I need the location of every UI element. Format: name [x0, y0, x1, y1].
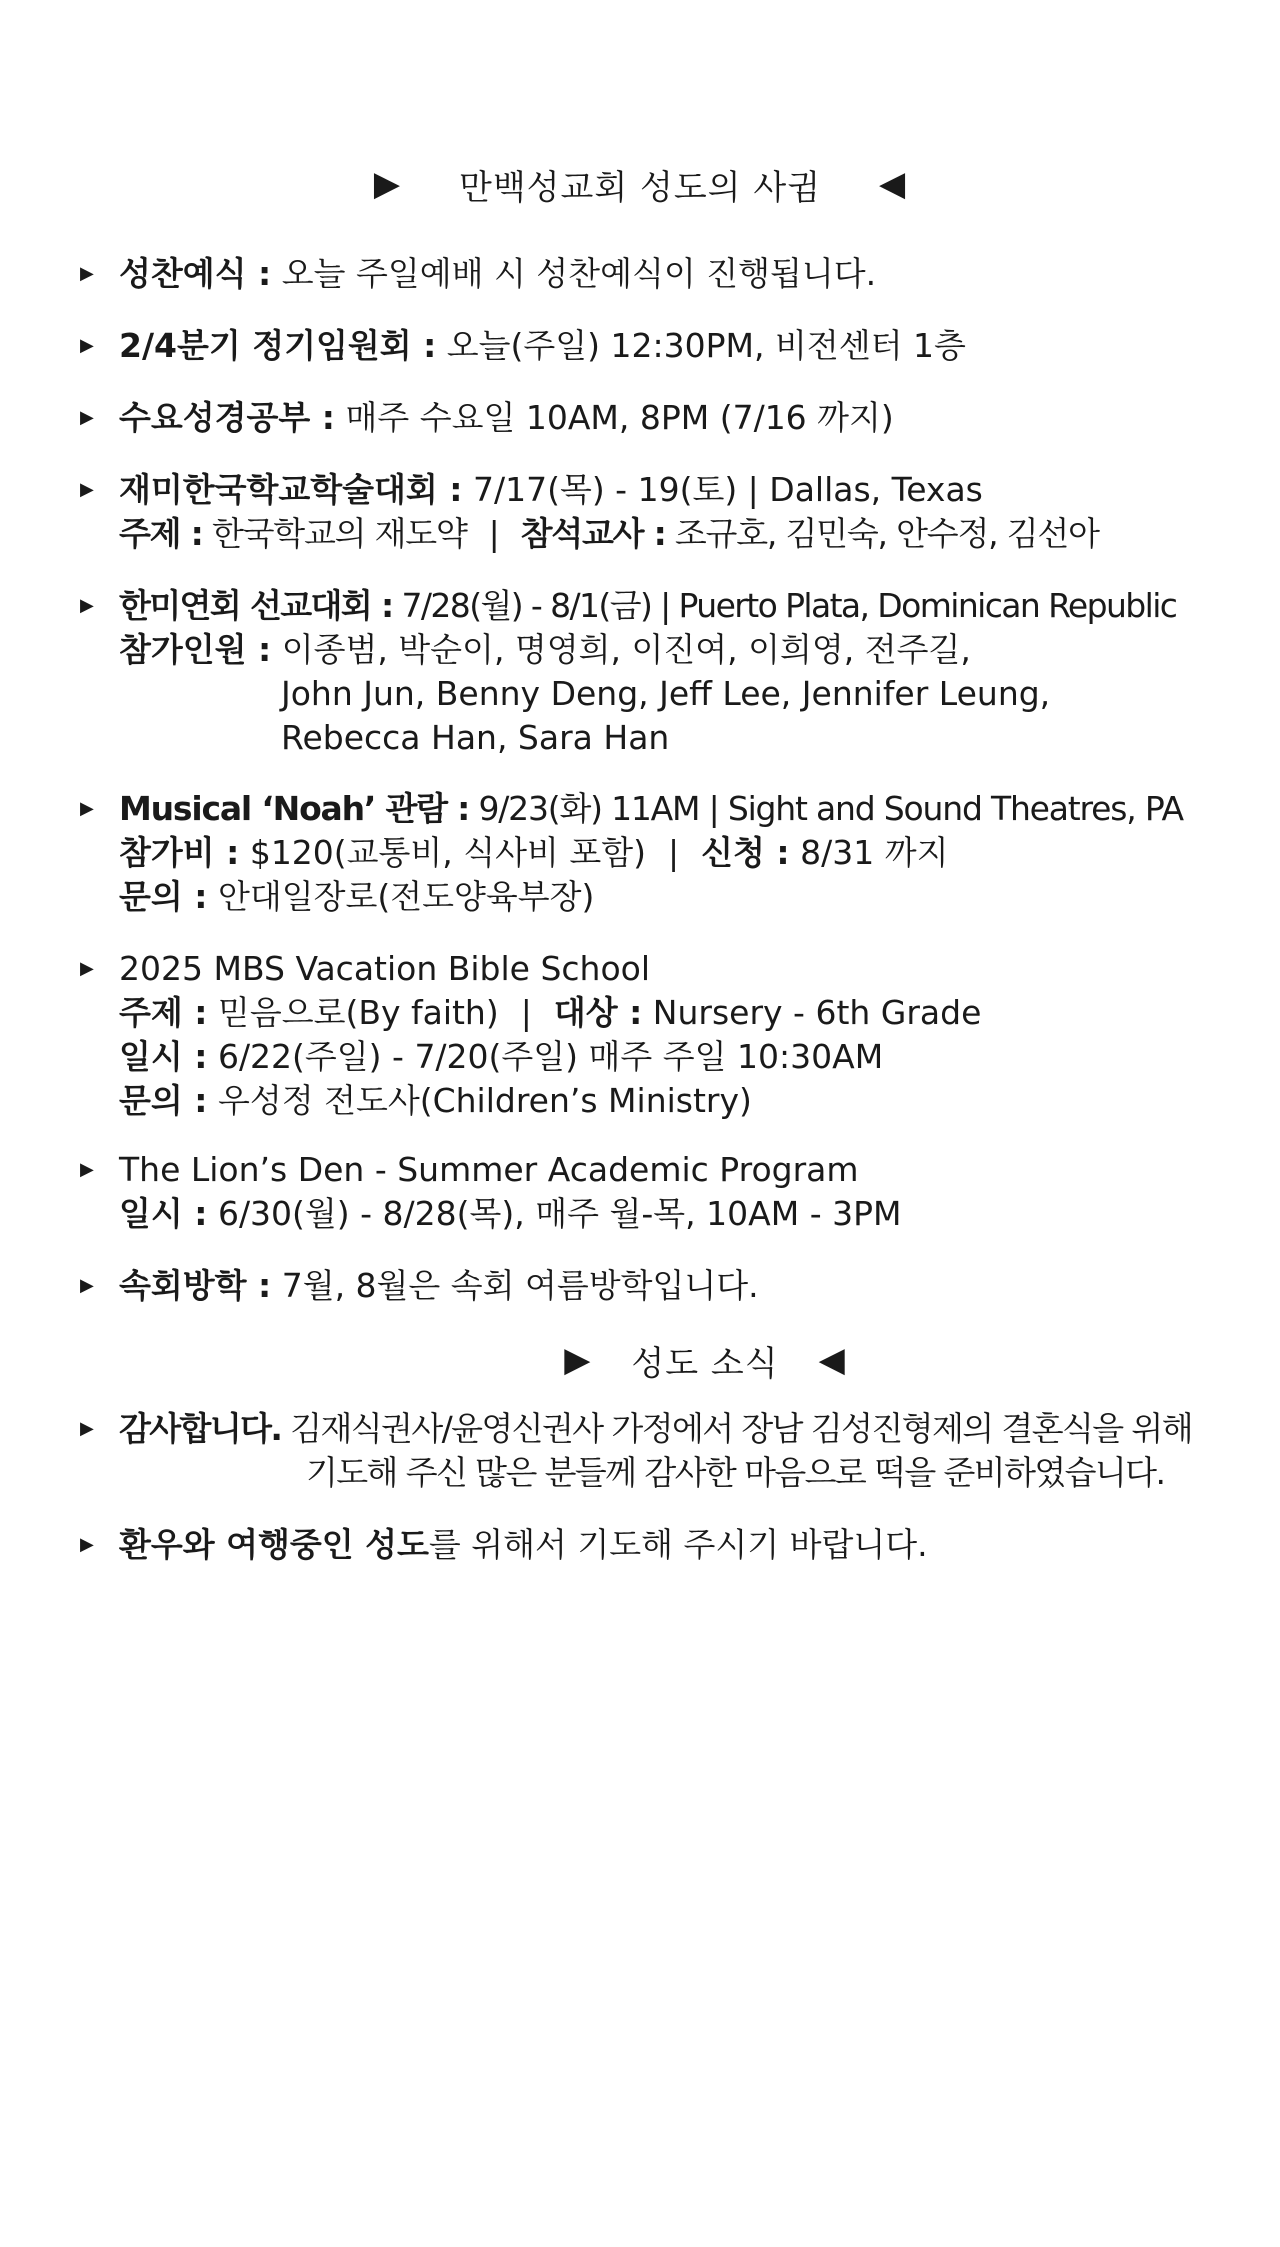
list-item-thanks: [80, 1407, 1230, 1495]
members-text: Rebecca Han, Sara Han: [281, 718, 670, 757]
item-label: 한미연회 선교대회 :: [119, 586, 393, 625]
left-triangle-icon: ◀: [818, 1340, 846, 1380]
date-text: 6/22(주일) - 7/20(주일) 매주 주일 10:30AM: [207, 1037, 884, 1076]
item-label: 성찬예식 :: [119, 254, 272, 293]
contact-label: 문의 :: [119, 877, 208, 916]
list-item-prayer: [80, 1523, 1230, 1567]
contact-text: 우성정 전도사(Children’s Ministry): [207, 1081, 752, 1120]
item-text: 7/28(월) - 8/1(금) | Puerto Plata, Dominican Republic: [392, 586, 1177, 625]
section-heading-news: [0, 1336, 1280, 1384]
list-item-communion: [80, 252, 1230, 296]
separator: |: [668, 833, 680, 872]
left-triangle-icon: ◀: [879, 164, 907, 204]
item-label: 재미한국학교학술대회 :: [119, 470, 463, 509]
teachers-label: 참석교사 :: [520, 514, 666, 553]
bullet-icon: ▶: [80, 595, 94, 616]
date-text: 6/30(월) - 8/28(목), 매주 월-목, 10AM - 3PM: [207, 1194, 902, 1233]
item-label: 환우와 여행중인 성도: [119, 1525, 429, 1564]
item-label: Musical ‘Noah’ 관람 :: [119, 789, 470, 828]
separator: |: [488, 514, 499, 553]
bullet-icon: ▶: [80, 1534, 94, 1555]
date-label: 일시 :: [119, 1037, 208, 1076]
item-text: 9/23(화) 11AM | Sight and Sound Theatres, PA: [469, 789, 1183, 828]
contact-text: 안대일장로(전도양육부장): [207, 877, 595, 916]
theme-text: 한국학교의 재도약: [202, 514, 467, 553]
item-text: 김재식권사/윤영신권사 가정에서 장남 김성진형제의 결혼식을 위해: [281, 1409, 1192, 1448]
contact-label: 문의 :: [119, 1081, 208, 1120]
item-text: 7월, 8월은 속회 여름방학입니다.: [271, 1266, 759, 1305]
members-text: John Jun, Benny Deng, Jeff Lee, Jennifer Leung,: [281, 674, 1051, 713]
list-item-lions-den: [80, 1148, 1230, 1236]
item-text: 오늘 주일예배 시 성찬예식이 진행됩니다.: [271, 254, 877, 293]
apply-label: 신청 :: [701, 833, 790, 872]
bullet-icon: ▶: [80, 1159, 94, 1180]
item-label: 속회방학 :: [119, 1266, 272, 1305]
apply-text: 8/31 까지: [789, 833, 949, 872]
bullet-icon: ▶: [80, 958, 94, 979]
theme-text: 믿음으로(By faith): [207, 993, 499, 1032]
bullet-icon: ▶: [80, 335, 94, 356]
section-heading-fellowship: [0, 160, 1280, 208]
members-text: 이종범, 박순이, 명영희, 이진여, 이희영, 전주길,: [271, 630, 971, 669]
item-label: 감사합니다.: [119, 1409, 282, 1448]
teachers-text: 조규호, 김민숙, 안수정, 김선아: [665, 514, 1099, 553]
item-text: 7/17(목) - 19(토) | Dallas, Texas: [462, 470, 983, 509]
section-title: 성도 소식: [631, 1343, 779, 1384]
item-text: 매주 수요일 10AM, 8PM (7/16 까지): [334, 398, 894, 437]
right-triangle-icon: ▶: [373, 164, 401, 204]
bullet-icon: ▶: [80, 263, 94, 284]
list-item-korean-school: [80, 468, 1230, 556]
bullet-icon: ▶: [80, 1418, 94, 1439]
item-text: 기도해 주신 많은 분들께 감사한 마음으로 떡을 준비하였습니다.: [306, 1453, 1165, 1492]
separator: |: [520, 993, 532, 1032]
date-label: 일시 :: [119, 1194, 208, 1233]
target-label: 대상 :: [553, 993, 643, 1032]
section-title: 만백성교회 성도의 사귐: [458, 167, 822, 208]
item-label: 2/4분기 정기임원회 :: [119, 326, 437, 365]
bullet-icon: ▶: [80, 479, 94, 500]
item-text: 를 위해서 기도해 주시기 바랍니다.: [428, 1525, 928, 1564]
members-label: 참가인원 :: [119, 630, 272, 669]
list-item-vbs: [80, 947, 1230, 1123]
list-item-cell-vacation: [80, 1264, 1230, 1308]
bullet-icon: ▶: [80, 407, 94, 428]
fee-label: 참가비 :: [119, 833, 240, 872]
target-text: Nursery - 6th Grade: [642, 993, 982, 1032]
bullet-icon: ▶: [80, 798, 94, 819]
item-label: 수요성경공부 :: [119, 398, 335, 437]
list-item-committee: [80, 324, 1230, 368]
item-title: The Lion’s Den - Summer Academic Program: [119, 1150, 859, 1189]
bullet-icon: ▶: [80, 1275, 94, 1296]
list-item-musical: [80, 787, 1230, 919]
list-item-bible-study: [80, 396, 1230, 440]
list-item-mission-conference: [80, 584, 1230, 760]
item-title: 2025 MBS Vacation Bible School: [119, 949, 651, 988]
theme-label: 주제 :: [119, 514, 203, 553]
item-text: 오늘(주일) 12:30PM, 비전센터 1층: [436, 326, 966, 365]
fee-text: $120(교통비, 식사비 포함): [239, 833, 647, 872]
theme-label: 주제 :: [119, 993, 208, 1032]
right-triangle-icon: ▶: [564, 1340, 592, 1380]
